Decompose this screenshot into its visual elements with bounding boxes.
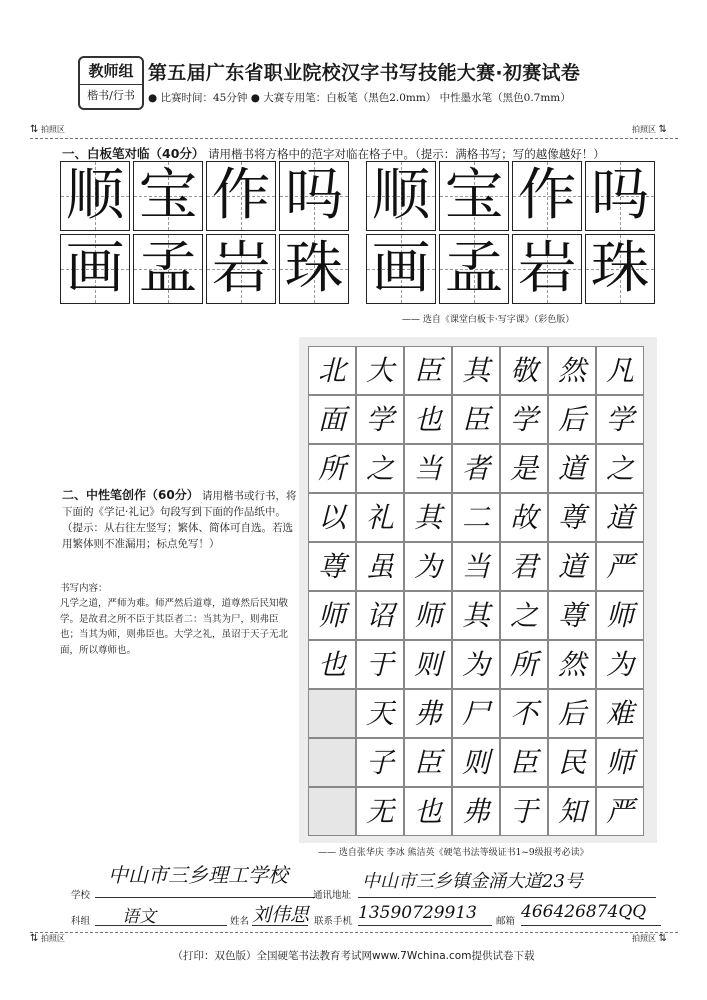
work-grid-cell[interactable] bbox=[452, 444, 500, 493]
work-grid-char: 之 bbox=[605, 451, 634, 485]
work-grid-char: 学 bbox=[605, 402, 634, 436]
work-grid-cell[interactable] bbox=[548, 591, 596, 640]
written-char: 孟 bbox=[444, 236, 504, 301]
work-grid-cell[interactable] bbox=[596, 395, 644, 444]
work-grid-cell[interactable] bbox=[404, 395, 452, 444]
work-grid-cell[interactable] bbox=[452, 640, 500, 689]
work-grid-char: 于 bbox=[509, 794, 538, 828]
work-grid-char: 后 bbox=[557, 696, 586, 730]
written-char-cell[interactable] bbox=[439, 161, 509, 231]
work-grid-char: 以 bbox=[317, 500, 346, 534]
work-grid-cell[interactable] bbox=[308, 542, 356, 591]
school-value[interactable]: 中山市三乡理工学校 bbox=[108, 863, 288, 887]
work-grid-char: 之 bbox=[509, 598, 538, 632]
photo-area-label: 拍照区 bbox=[40, 934, 65, 943]
written-char: 画 bbox=[371, 236, 431, 301]
work-grid-char: 者 bbox=[461, 451, 490, 485]
work-grid-char: 严 bbox=[605, 549, 634, 583]
work-grid-char: 道 bbox=[557, 451, 586, 485]
work-grid-cell[interactable] bbox=[596, 689, 644, 738]
work-grid-cell[interactable] bbox=[596, 787, 644, 836]
work-grid-char: 面 bbox=[317, 402, 346, 436]
work-grid-char: 无 bbox=[365, 794, 394, 828]
work-grid-cell[interactable] bbox=[548, 689, 596, 738]
work-grid-char: 敬 bbox=[509, 353, 538, 387]
work-grid-char: 臣 bbox=[413, 745, 442, 779]
work-grid-cell[interactable] bbox=[500, 738, 548, 787]
work-grid-cell[interactable] bbox=[404, 542, 452, 591]
work-grid-cell[interactable] bbox=[500, 444, 548, 493]
work-grid-char: 民 bbox=[557, 745, 586, 779]
work-paper bbox=[299, 337, 657, 843]
written-char: 作 bbox=[517, 163, 577, 228]
work-grid-cell[interactable] bbox=[500, 591, 548, 640]
work-grid-cell[interactable] bbox=[404, 493, 452, 542]
work-grid-char: 臣 bbox=[413, 353, 442, 387]
school-underline bbox=[95, 897, 315, 898]
work-grid-char: 君 bbox=[509, 549, 538, 583]
model-char-cell bbox=[206, 161, 276, 231]
work-grid-char: 学 bbox=[365, 402, 394, 436]
work-grid-char: 则 bbox=[413, 647, 442, 681]
work-grid-cell[interactable] bbox=[452, 346, 500, 395]
name-label: 姓名 bbox=[230, 916, 250, 927]
work-grid-cell[interactable] bbox=[452, 493, 500, 542]
written-char-cell[interactable] bbox=[512, 234, 582, 304]
work-grid-char: 臣 bbox=[509, 745, 538, 779]
written-char: 宝 bbox=[444, 163, 504, 228]
written-char: 珠 bbox=[590, 236, 650, 301]
model-char-cell bbox=[133, 234, 203, 304]
work-grid-char: 为 bbox=[461, 647, 490, 681]
work-grid-cell[interactable] bbox=[404, 640, 452, 689]
work-grid-char: 则 bbox=[461, 745, 490, 779]
photo-area-top-right bbox=[632, 124, 667, 135]
work-grid-char: 是 bbox=[509, 451, 538, 485]
email-value[interactable]: 466426874QQ bbox=[521, 902, 647, 922]
phone-value[interactable]: 13590729913 bbox=[358, 903, 477, 923]
model-char: 珠 bbox=[284, 236, 344, 301]
section2-heading: 二、中性笔创作（60分） bbox=[62, 488, 199, 502]
model-char: 画 bbox=[65, 236, 125, 301]
work-grid-cell[interactable] bbox=[356, 444, 404, 493]
phone-label: 联系手机 bbox=[314, 916, 353, 927]
work-grid-cell[interactable] bbox=[308, 787, 356, 836]
content-label: 书写内容： bbox=[60, 583, 108, 594]
section2-instruction: 请用楷书或行书，将下面的《学记·礼记》句段写到下面的作品纸中。（提示：从右往左竖写；繁体、简体可自选。若选用繁体则不准漏用；标点免写！） bbox=[62, 490, 297, 550]
work-grid-cell[interactable] bbox=[308, 738, 356, 787]
work-grid-cell[interactable] bbox=[500, 493, 548, 542]
work-grid-char: 其 bbox=[461, 598, 490, 632]
corner-arrows-icon: ⇅ bbox=[658, 124, 667, 135]
work-grid-char: 学 bbox=[509, 402, 538, 436]
work-grid-cell[interactable] bbox=[356, 493, 404, 542]
work-grid-char: 当 bbox=[413, 451, 442, 485]
work-grid-char: 难 bbox=[605, 696, 634, 730]
written-char-cell[interactable] bbox=[366, 161, 436, 231]
work-grid-cell[interactable] bbox=[596, 591, 644, 640]
top-separator bbox=[30, 138, 678, 139]
work-grid-char: 虽 bbox=[365, 549, 394, 583]
work-grid-char: 所 bbox=[509, 647, 538, 681]
work-grid-cell[interactable] bbox=[500, 542, 548, 591]
model-char: 岩 bbox=[211, 236, 271, 301]
work-grid-cell[interactable] bbox=[404, 738, 452, 787]
work-grid-cell[interactable] bbox=[548, 738, 596, 787]
work-grid-cell[interactable] bbox=[452, 689, 500, 738]
photo-area-label: 拍照区 bbox=[40, 125, 65, 134]
written-char-cell[interactable] bbox=[512, 161, 582, 231]
work-grid-char: 师 bbox=[605, 598, 634, 632]
work-grid-cell[interactable] bbox=[356, 640, 404, 689]
footer-note: （打印：双色版）全国硬笔书法教育考试网www.7Wchina.com提供试卷下载 bbox=[172, 950, 535, 962]
work-grid-char: 尊 bbox=[317, 549, 346, 583]
subject-label: 科组 bbox=[71, 916, 91, 927]
work-grid-char: 臣 bbox=[461, 402, 490, 436]
address-label: 通讯地址 bbox=[313, 890, 352, 901]
bottom-separator bbox=[30, 932, 678, 933]
work-grid-char: 子 bbox=[365, 745, 394, 779]
work-grid-char: 尸 bbox=[461, 696, 490, 730]
work-grid-cell[interactable] bbox=[596, 444, 644, 493]
work-grid-cell[interactable] bbox=[548, 444, 596, 493]
work-grid-char: 师 bbox=[605, 745, 634, 779]
work-grid-cell[interactable] bbox=[452, 542, 500, 591]
work-grid-cell[interactable] bbox=[548, 346, 596, 395]
work-grid-cell[interactable] bbox=[308, 444, 356, 493]
work-grid-cell[interactable] bbox=[548, 395, 596, 444]
work-grid-char: 大 bbox=[365, 353, 394, 387]
work-grid-cell[interactable] bbox=[452, 591, 500, 640]
work-grid-char: 然 bbox=[557, 353, 586, 387]
work-grid-char: 也 bbox=[413, 794, 442, 828]
work-grid-cell[interactable] bbox=[308, 640, 356, 689]
email-underline bbox=[521, 925, 661, 926]
work-grid-char: 所 bbox=[317, 451, 346, 485]
written-char: 吗 bbox=[590, 163, 650, 228]
work-grid-char: 尊 bbox=[557, 500, 586, 534]
email-label: 邮箱 bbox=[496, 916, 516, 927]
written-char-cell[interactable] bbox=[366, 234, 436, 304]
photo-area-bottom-left bbox=[30, 933, 65, 944]
section1-instruction: 请用楷书将方格中的范字对临在格子中。（提示：满格书写；写的越像越好！） bbox=[208, 147, 605, 161]
model-char: 孟 bbox=[138, 236, 198, 301]
written-char-cell[interactable] bbox=[439, 234, 509, 304]
work-grid-cell[interactable] bbox=[404, 346, 452, 395]
section2-prompt bbox=[62, 487, 300, 552]
work-grid-char: 道 bbox=[605, 500, 634, 534]
work-grid-cell[interactable] bbox=[308, 689, 356, 738]
corner-arrows-icon: ⇅ bbox=[30, 124, 39, 135]
work-grid-cell[interactable] bbox=[356, 591, 404, 640]
work-grid-char: 不 bbox=[509, 696, 538, 730]
work-grid-cell[interactable] bbox=[548, 493, 596, 542]
work-grid-char: 诏 bbox=[365, 598, 394, 632]
work-grid-cell[interactable] bbox=[548, 542, 596, 591]
model-char-cell bbox=[279, 161, 349, 231]
model-char-cell bbox=[60, 234, 130, 304]
work-grid-char: 北 bbox=[317, 353, 346, 387]
exam-subtitle: ● 比赛时间：45分钟 ● 大赛专用笔：白板笔（黑色2.0mm） 中性墨水笔（黑色0.7mm） bbox=[148, 92, 571, 104]
work-grid-cell[interactable] bbox=[404, 591, 452, 640]
work-grid-cell[interactable] bbox=[500, 689, 548, 738]
work-grid-char: 严 bbox=[605, 794, 634, 828]
badge-group-label: 教师组 bbox=[80, 58, 142, 85]
written-char-cell[interactable] bbox=[585, 161, 655, 231]
work-grid-cell[interactable] bbox=[404, 444, 452, 493]
work-grid-char: 凡 bbox=[605, 353, 634, 387]
photo-area-bottom-right bbox=[632, 933, 667, 944]
content-text: 凡学之道，严师为难。师严然后道尊，道尊然后民知敬学。是故君之所不臣于其臣者二：当其为尸，则弗臣也；当其为师，则弗臣也。大学之礼，虽诏于天子无北面，所以尊师也。 bbox=[60, 598, 289, 656]
written-char: 顺 bbox=[371, 163, 431, 228]
address-value[interactable]: 中山市三乡镇金涌大道23号 bbox=[362, 871, 583, 892]
address-underline bbox=[358, 897, 656, 898]
work-grid-cell[interactable] bbox=[356, 689, 404, 738]
work-grid-cell[interactable] bbox=[356, 346, 404, 395]
work-grid-cell[interactable] bbox=[356, 542, 404, 591]
section1-source: —— 选自《课堂白板卡·写字课》（彩色版） bbox=[402, 315, 575, 325]
work-grid-char: 天 bbox=[365, 696, 394, 730]
work-grid-cell[interactable] bbox=[500, 395, 548, 444]
work-grid-char: 也 bbox=[317, 647, 346, 681]
work-grid-cell[interactable] bbox=[548, 787, 596, 836]
corner-arrows-icon: ⇅ bbox=[658, 933, 667, 944]
phone-underline bbox=[358, 925, 492, 926]
model-char: 宝 bbox=[138, 163, 198, 228]
work-grid-cell[interactable] bbox=[548, 640, 596, 689]
exam-title: 第五届广东省职业院校汉字书写技能大赛·初赛试卷 bbox=[148, 62, 581, 84]
model-char-cell bbox=[133, 161, 203, 231]
work-grid-cell[interactable] bbox=[500, 787, 548, 836]
model-char-cell bbox=[279, 234, 349, 304]
work-grid-cell[interactable] bbox=[404, 787, 452, 836]
photo-area-label: 拍照区 bbox=[632, 125, 656, 134]
work-grid-cell[interactable] bbox=[404, 689, 452, 738]
section1-heading: 一、白板笔对临（40分） bbox=[62, 146, 205, 161]
work-grid-char: 弗 bbox=[461, 794, 490, 828]
model-char: 吗 bbox=[284, 163, 344, 228]
subject-value[interactable]: 语文 bbox=[122, 907, 156, 927]
school-label: 学校 bbox=[71, 890, 91, 901]
work-grid-char: 弗 bbox=[413, 696, 442, 730]
photo-area-top-left bbox=[30, 124, 65, 135]
model-char-cell bbox=[60, 161, 130, 231]
work-grid-cell[interactable] bbox=[356, 395, 404, 444]
written-char-cell[interactable] bbox=[585, 234, 655, 304]
work-grid-char: 后 bbox=[557, 402, 586, 436]
section1-prompt bbox=[62, 144, 605, 162]
work-grid-char: 其 bbox=[461, 353, 490, 387]
work-grid-cell[interactable] bbox=[452, 787, 500, 836]
work-grid-char: 故 bbox=[509, 500, 538, 534]
work-grid-char: 当 bbox=[461, 549, 490, 583]
group-badge bbox=[78, 56, 144, 110]
work-grid-char: 礼 bbox=[365, 500, 394, 534]
work-grid-cell[interactable] bbox=[356, 787, 404, 836]
work-grid-cell[interactable] bbox=[308, 493, 356, 542]
work-grid-cell[interactable] bbox=[596, 493, 644, 542]
work-grid-char: 师 bbox=[413, 598, 442, 632]
subject-underline bbox=[95, 925, 227, 926]
badge-script-label: 楷书/行书 bbox=[87, 89, 135, 102]
work-grid-char: 于 bbox=[365, 647, 394, 681]
work-grid-cell[interactable] bbox=[500, 346, 548, 395]
model-char-cell bbox=[206, 234, 276, 304]
work-grid-char: 也 bbox=[413, 402, 442, 436]
work-grid-cell[interactable] bbox=[308, 395, 356, 444]
work-grid-cell[interactable] bbox=[596, 738, 644, 787]
name-value[interactable]: 刘伟思 bbox=[252, 904, 310, 926]
work-grid-cell[interactable] bbox=[452, 395, 500, 444]
work-grid-char: 二 bbox=[461, 500, 490, 534]
work-grid-char: 之 bbox=[365, 451, 394, 485]
work-grid-char: 师 bbox=[317, 598, 346, 632]
work-grid-cell[interactable] bbox=[500, 640, 548, 689]
work-grid-char: 尊 bbox=[557, 598, 586, 632]
photo-area-label: 拍照区 bbox=[632, 934, 656, 943]
work-grid-cell[interactable] bbox=[596, 346, 644, 395]
name-underline bbox=[252, 925, 308, 926]
work-grid-char: 知 bbox=[557, 794, 586, 828]
work-grid-cell[interactable] bbox=[596, 542, 644, 591]
work-grid-char: 其 bbox=[413, 500, 442, 534]
model-char: 作 bbox=[211, 163, 271, 228]
model-char: 顺 bbox=[65, 163, 125, 228]
written-char: 岩 bbox=[517, 236, 577, 301]
work-grid-cell[interactable] bbox=[356, 738, 404, 787]
work-grid-char: 为 bbox=[605, 647, 634, 681]
section2-source: —— 选自张华庆 李冰 熊洁英《硬笔书法等级证书1~9级报考必读》 bbox=[318, 848, 589, 858]
work-grid-cell[interactable] bbox=[452, 738, 500, 787]
work-grid-cell[interactable] bbox=[308, 591, 356, 640]
work-grid-char: 为 bbox=[413, 549, 442, 583]
work-grid-cell[interactable] bbox=[596, 640, 644, 689]
work-grid-char: 然 bbox=[557, 647, 586, 681]
work-grid-cell[interactable] bbox=[308, 346, 356, 395]
work-grid-char: 道 bbox=[557, 549, 586, 583]
corner-arrows-icon: ⇅ bbox=[30, 933, 39, 944]
